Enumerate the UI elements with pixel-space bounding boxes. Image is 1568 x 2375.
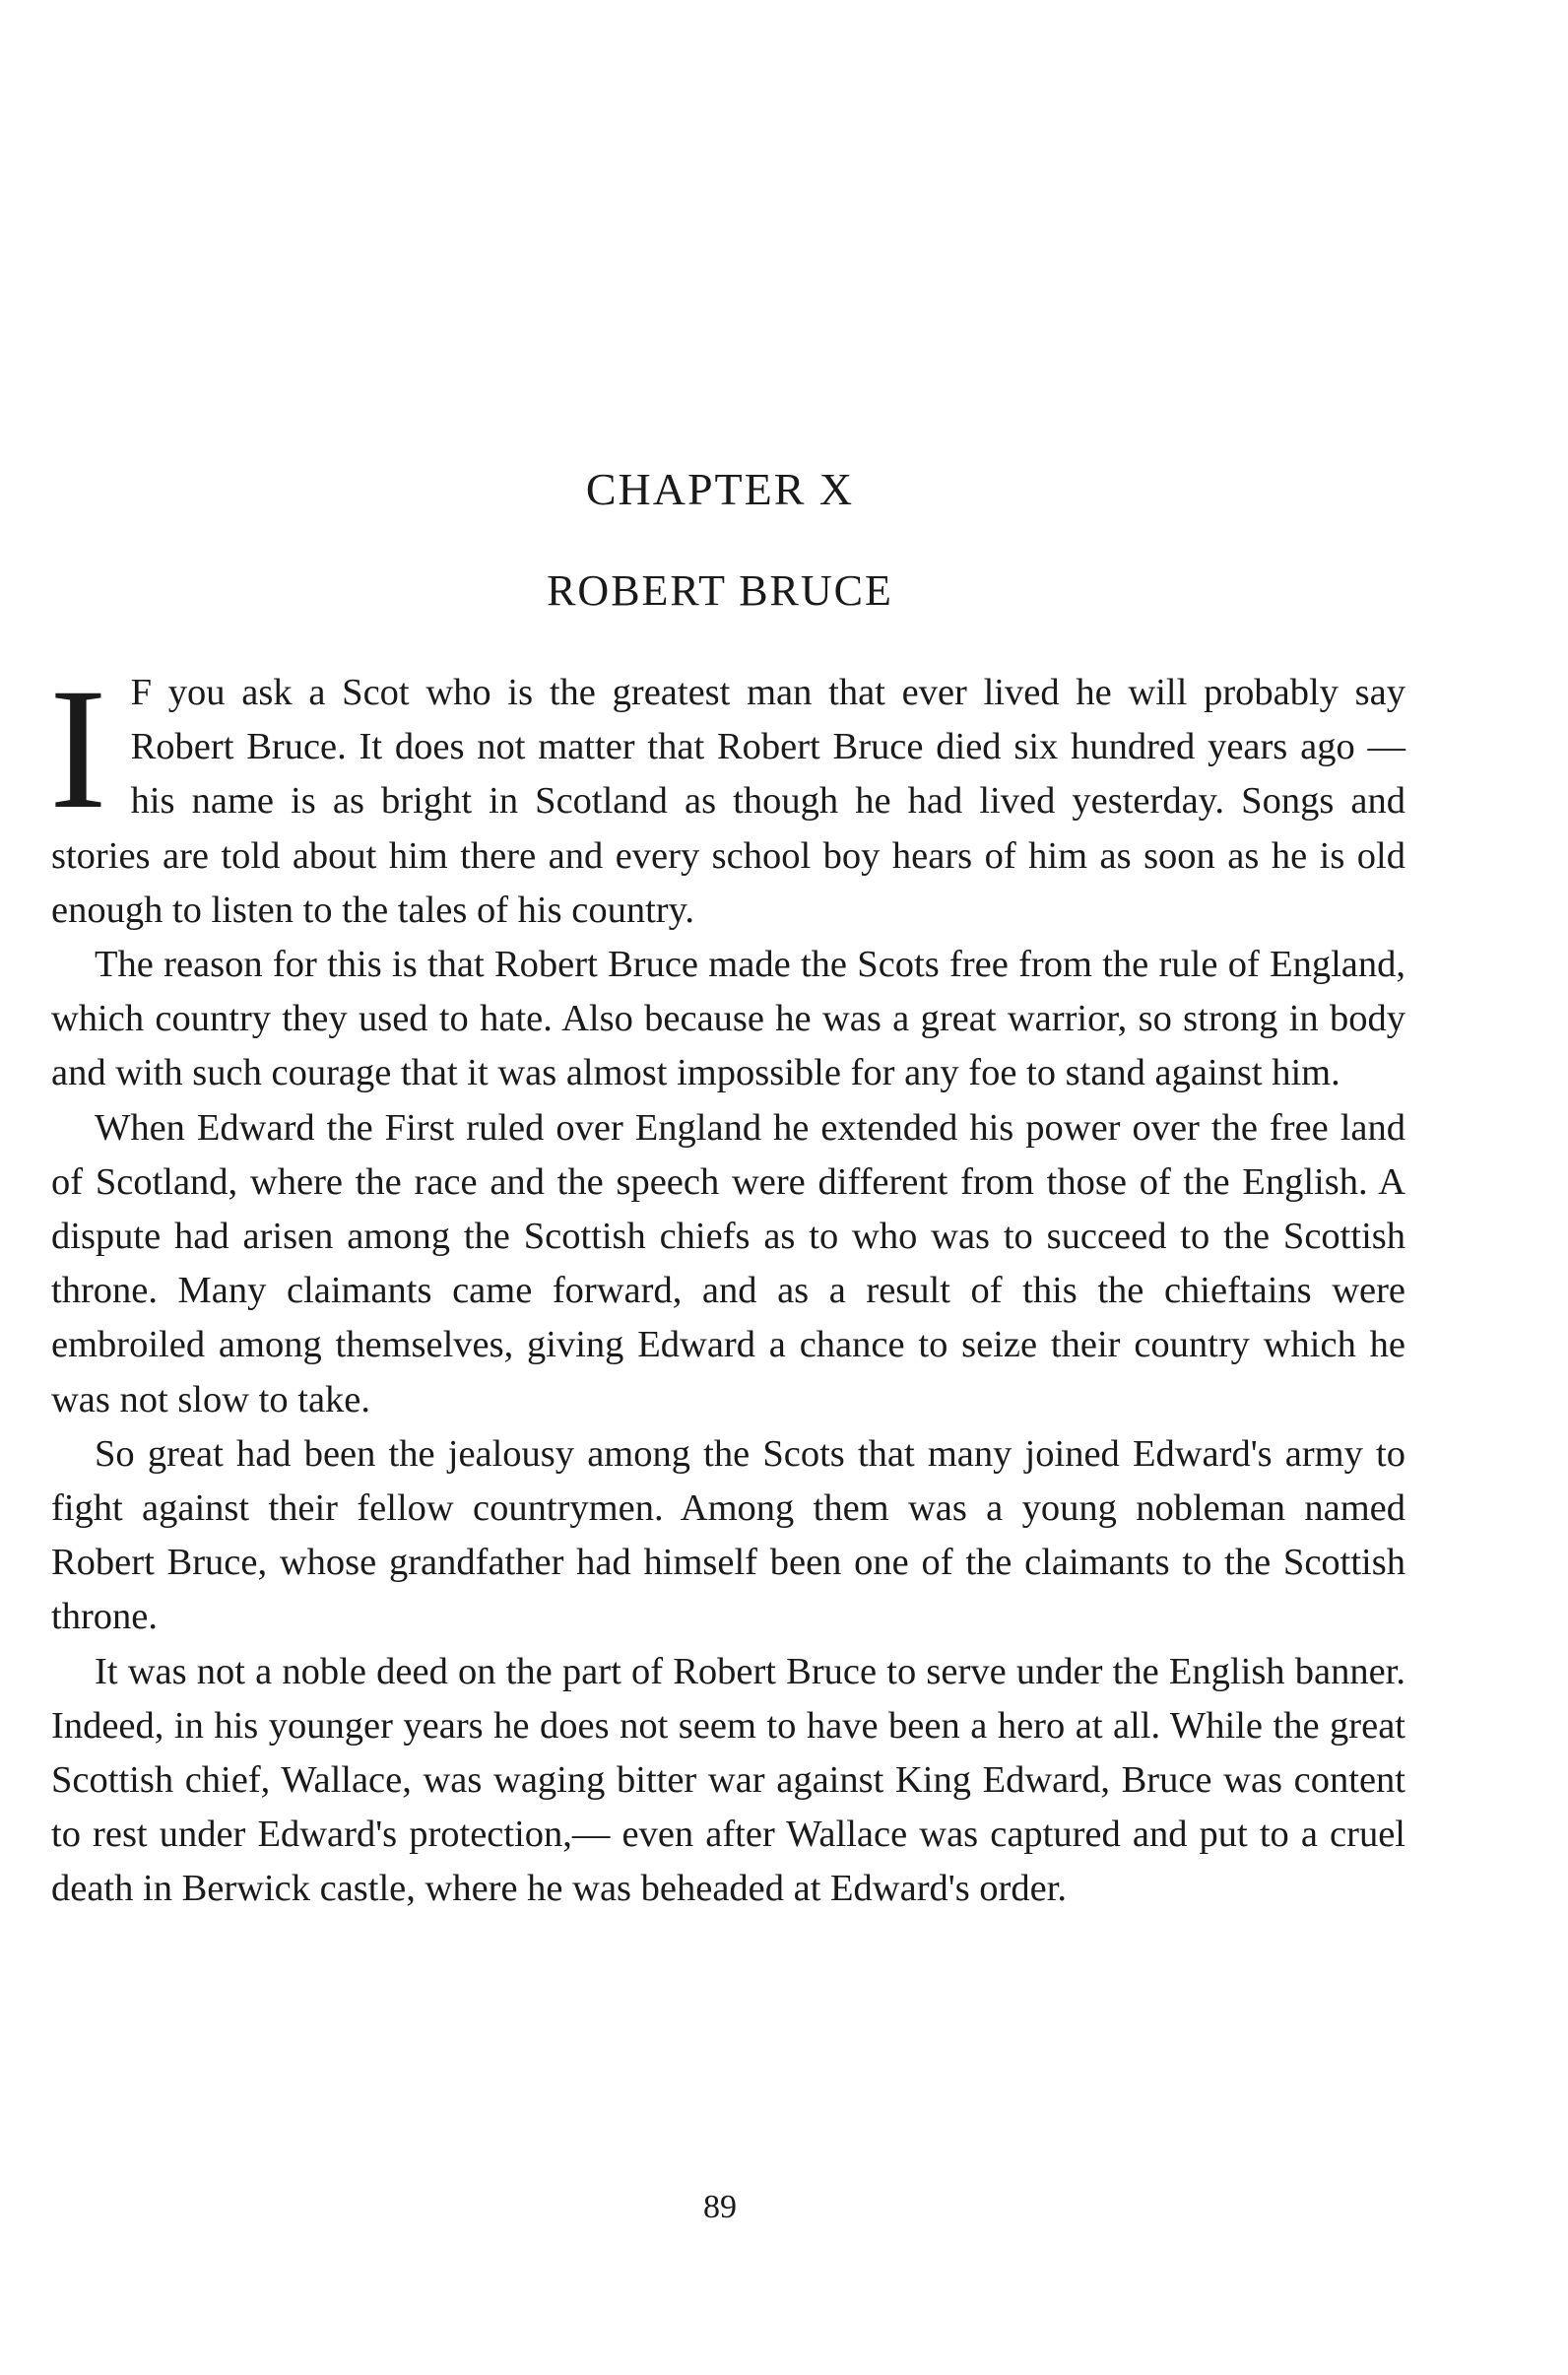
- paragraph-1-text: F you ask a Scot who is the greatest man that ever lived he will probably say Robert Bruce. It does not matter that Robert Bruce died six hundred years ago — his name is as bright in Scotland as though he had lived yesterday. Songs and stories are told about him there and every school boy hears of him as soon as he is old enough to listen to the tales of his country.: [51, 672, 1405, 931]
- chapter-body: [49, 653, 1405, 1917]
- page-number: 89: [703, 2189, 737, 2225]
- paragraph-5: It was not a noble deed on the part of Robert Bruce to serve under the English banner. Indeed, in his younger years he does not seem to have been a hero at all. While the great Scottish chief, Wallace, was waging bitter war against King Edward, Bruce was content to rest under Edward's protection,— even after Wallace was captured and put to a cruel death in Berwick castle, where he was beheaded at Edward's order.: [51, 1650, 1405, 1910]
- chapter-title: ROBERT BRUCE: [547, 566, 893, 615]
- paragraph-3: When Edward the First ruled over England he extended his power over the free land of Scotland, where the race and the speech were different from those of the English. A dispute had arisen among the Scottish chiefs as to who was to succeed to the Scottish throne. Many claimants came forward, and as a result of this the chieftains were embroiled among themselves, giving Edward a chance to seize their country which he was not slow to take.: [51, 1106, 1405, 1420]
- chapter-number: CHAPTER X: [585, 464, 855, 514]
- paragraph-2: The reason for this is that Robert Bruce made the Scots free from the rule of England, which country they used to hate. Also because he was a great warrior, so strong in body and with such courage that it was almost impossible for any foe to stand against him.: [51, 944, 1405, 1094]
- paragraph-1: [49, 653, 1405, 938]
- drop-cap-initial: I: [49, 653, 107, 845]
- paragraph-4: So great had been the jealousy among the Scots that many joined Edward's army to fight against their fellow countrymen. Among them was a young nobleman named Robert Bruce, whose grandfather had himself been one of the claimants to the Scottish throne.: [51, 1432, 1405, 1638]
